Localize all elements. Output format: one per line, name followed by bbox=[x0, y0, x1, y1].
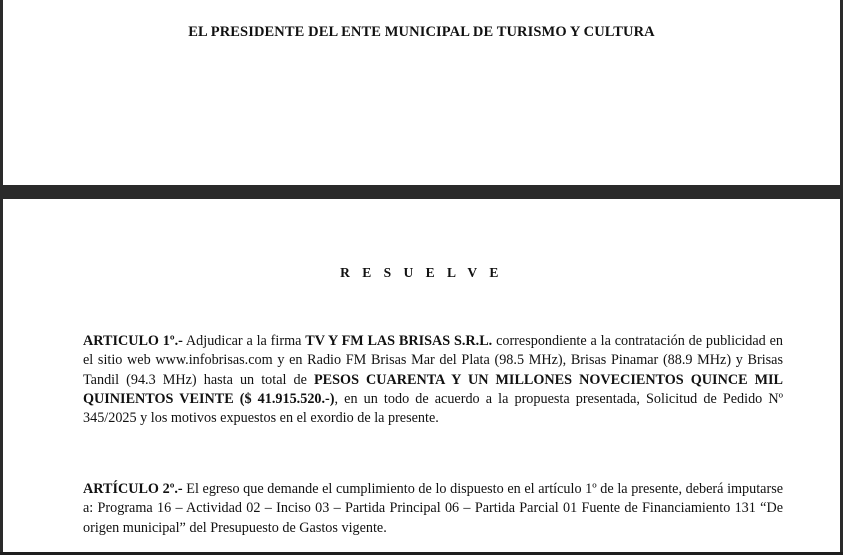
articulo-1-label: ARTICULO 1º.- bbox=[83, 333, 183, 349]
resuelve-heading: R E S U E L V E bbox=[340, 265, 503, 280]
articulo-1-amount: PESOS CUARENTA Y UN MILLONES NOVECIENTOS QUINCE MIL QUINIENTOS VEINTE ($ 41.915.520.-) bbox=[83, 371, 783, 407]
page-title: EL PRESIDENTE DEL ENTE MUNICIPAL DE TURISMO Y CULTURA bbox=[188, 24, 655, 40]
articulo-1-text-2: correspondiente a la contratación de publicidad en el sitio web www.infobrisas.com y en Radio FM Brisas Mar del Plata (98.5 MHz), Brisas Pinamar (88.9 MHz) y Brisas Tandil (94.3 MHz) hasta un total de bbox=[83, 333, 784, 388]
articulo-1-paragraph bbox=[83, 332, 783, 428]
articulo-2-text: El egreso que demande el cumplimiento de lo dispuesto en el artículo 1º de la presente, deberá imputarse a: Programa 16 – Actividad 02 – Inciso 03 – Partida Principal 06 – Partida Parcial 01 Fuente de Financiamiento 131 “De origen municipal” del Presupuesto de Gastos vigente. bbox=[83, 481, 784, 536]
document-page-2 bbox=[3, 199, 840, 555]
articulo-1-text-3: , en un todo de acuerdo a la propuesta presentada, Solicitud de Pedido Nº 345/2025 y los motivos expuestos en el exordio de la presente. bbox=[83, 390, 783, 427]
articulo-2-paragraph bbox=[83, 480, 783, 538]
articulo-1-firm-name: TV Y FM LAS BRISAS S.R.L. bbox=[305, 333, 493, 349]
articulo-2-label: ARTÍCULO 2º.- bbox=[83, 481, 183, 497]
document-page-1 bbox=[3, 0, 840, 185]
articulo-1-text-1: Adjudicar a la firma bbox=[182, 333, 306, 349]
